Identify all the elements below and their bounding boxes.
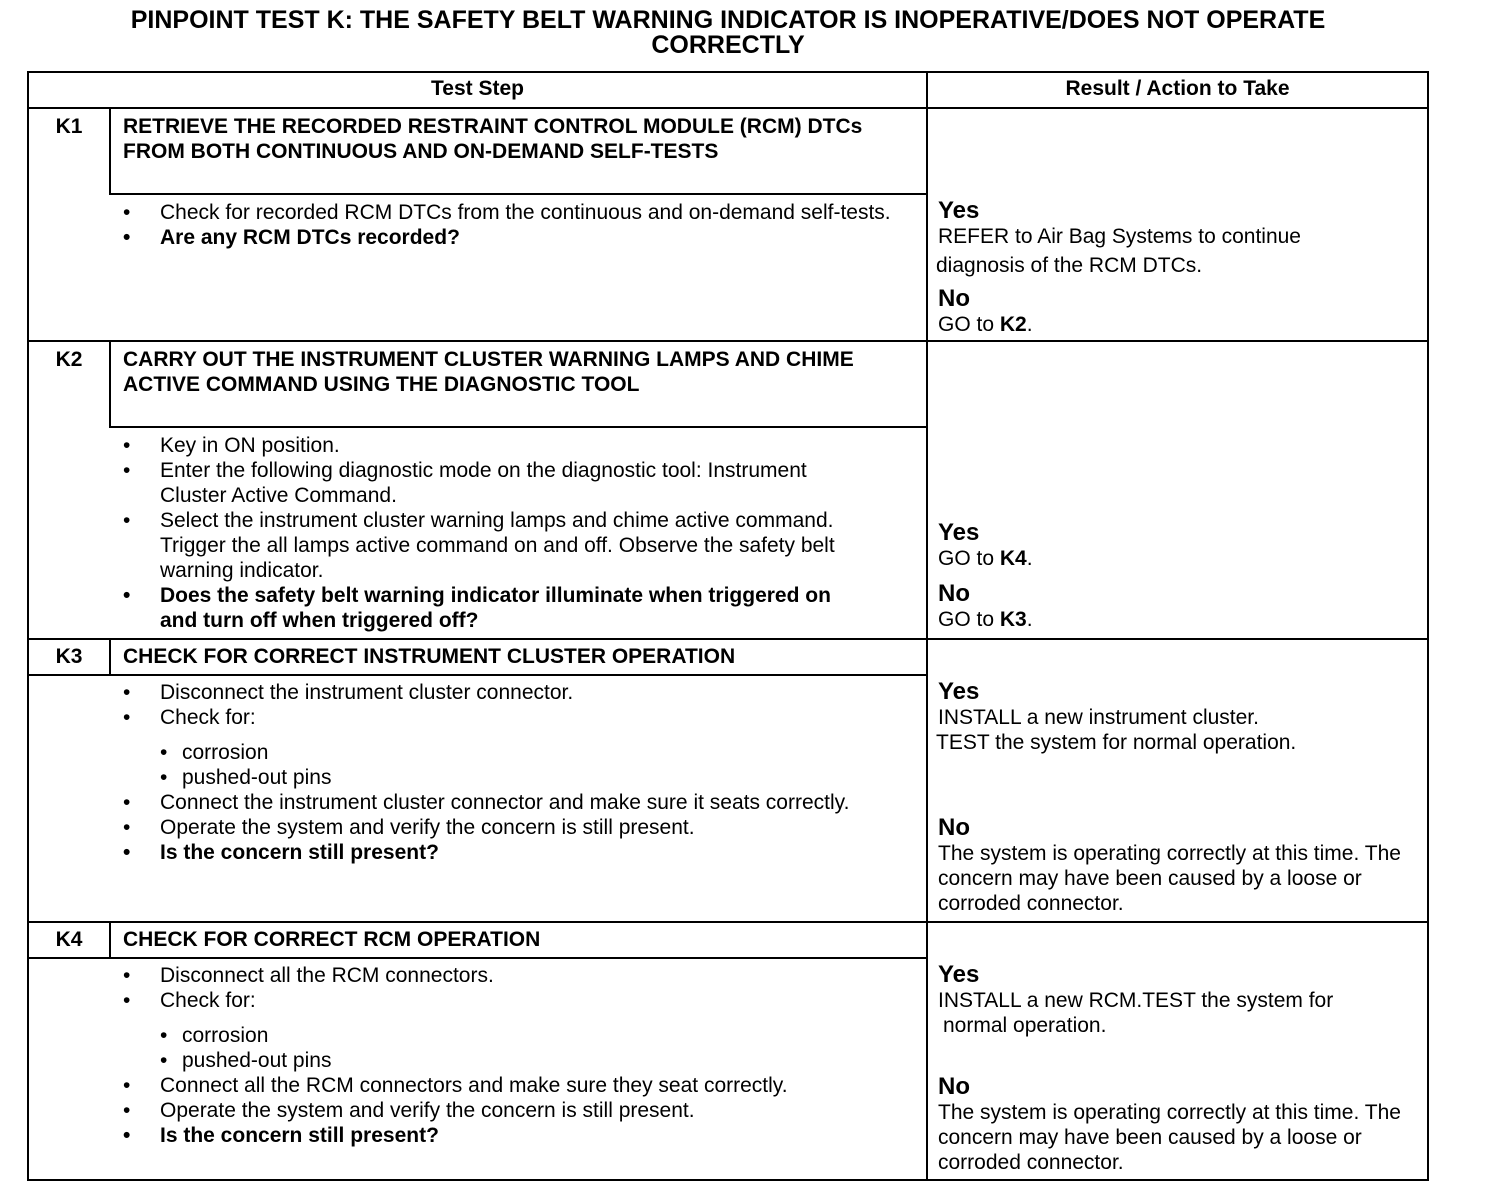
link-k3[interactable]: K3: [999, 608, 1027, 631]
step-k3-result: [938, 679, 1426, 916]
yes-label: Yes: [938, 519, 980, 546]
step-k1-question: • Are any RCM DTCs recorded?: [120, 225, 920, 250]
step-k4-result: [938, 962, 1426, 1175]
page-title: [28, 8, 1428, 58]
list-item: • pushed-out pins: [160, 1048, 920, 1073]
no-label: No: [938, 1073, 970, 1100]
step-id-k1: K1: [55, 115, 83, 138]
no-text: GO to K2.: [938, 313, 1033, 336]
list-item: • corrosion: [160, 1023, 920, 1048]
check-for-label: Check for:: [160, 989, 256, 1012]
no-text: The system is operating correctly at this time. The concern may have been caused by a loose or corroded connector.: [938, 1101, 1401, 1174]
list-item: [120, 705, 920, 790]
divider-results-column: [926, 71, 928, 1181]
step-k1-actions: [120, 200, 920, 250]
divider-k3-name: [27, 674, 927, 676]
list-item: • Check for recorded RCM DTCs from the continuous and on-demand self-tests.: [120, 200, 920, 225]
title-line-2: CORRECTLY: [651, 31, 805, 59]
yes-text-line-1: REFER to Air Bag Systems to continue: [938, 225, 1301, 248]
link-k2[interactable]: K2: [999, 313, 1027, 336]
check-for-list: [160, 740, 920, 790]
divider-k2-name: [109, 426, 927, 428]
step-k2-result: [938, 520, 1426, 632]
list-item: • Connect all the RCM connectors and make sure they seat correctly.: [120, 1073, 880, 1098]
list-item: • Operate the system and verify the concern is still present.: [120, 1098, 920, 1123]
list-item: • Connect the instrument cluster connector and make sure it seats correctly.: [120, 790, 930, 815]
no-label: No: [938, 580, 970, 607]
no-text: GO to K3.: [938, 608, 1033, 631]
link-k4[interactable]: K4: [999, 547, 1027, 570]
yes-text: GO to K4.: [938, 547, 1033, 570]
step-k2-question: • Does the safety belt warning indicator illuminate when triggered on and turn off when triggered off?: [120, 583, 860, 633]
divider-k1-name: [109, 193, 927, 195]
list-item: • corrosion: [160, 740, 920, 765]
divider-k2-k3: [27, 638, 1429, 640]
divider-header: [27, 107, 1429, 109]
step-id-k4: K4: [55, 928, 83, 951]
header-test-step: Test Step: [431, 77, 524, 100]
yes-label: Yes: [938, 678, 980, 705]
step-name-k1: RETRIEVE THE RECORDED RESTRAINT CONTROL MODULE (RCM) DTCs FROM BOTH CONTINUOUS AND ON-DEMAND SELF-TESTS: [123, 115, 863, 163]
yes-text-line-1: INSTALL a new RCM.TEST the system for: [938, 989, 1334, 1012]
check-for-list: [160, 1023, 920, 1073]
no-text: The system is operating correctly at this time. The concern may have been caused by a loose or corroded connector.: [938, 842, 1401, 915]
no-label: No: [938, 285, 970, 312]
divider-k1-k2: [27, 340, 1429, 342]
list-item: • Operate the system and verify the concern is still present.: [120, 815, 920, 840]
step-name-k4: CHECK FOR CORRECT RCM OPERATION: [123, 928, 541, 951]
divider-k4-name: [27, 957, 927, 959]
yes-text-line-2: diagnosis of the RCM DTCs.: [936, 254, 1203, 277]
title-line-1: PINPOINT TEST K: THE SAFETY BELT WARNING INDICATOR IS INOPERATIVE/DOES NOT OPERATE: [130, 6, 1326, 34]
yes-text-line-1: INSTALL a new instrument cluster.: [938, 706, 1259, 729]
step-k3-question: • Is the concern still present?: [120, 840, 920, 865]
step-k1-result: [938, 198, 1426, 337]
yes-text-line-2: normal operation.: [943, 1014, 1107, 1037]
list-item: [120, 988, 920, 1073]
no-label: No: [938, 814, 970, 841]
step-id-k3: K3: [55, 645, 83, 668]
step-name-k2: CARRY OUT THE INSTRUMENT CLUSTER WARNING LAMPS AND CHIME ACTIVE COMMAND USING THE DIAGNOSTIC TOOL: [123, 348, 854, 396]
step-k3-actions: [120, 680, 920, 865]
divider-k3-k4: [27, 921, 1429, 923]
yes-text-line-2: TEST the system for normal operation.: [936, 731, 1297, 754]
yes-label: Yes: [938, 961, 980, 988]
list-item: • Disconnect the instrument cluster connector.: [120, 680, 920, 705]
list-item: • Select the instrument cluster warning lamps and chime active command. Trigger the all lamps active command on and off. Observe the safety belt warning indicator.: [120, 508, 880, 583]
step-k4-actions: [120, 963, 920, 1148]
step-name-k3: CHECK FOR CORRECT INSTRUMENT CLUSTER OPERATION: [123, 645, 736, 668]
step-id-k2: K2: [55, 348, 83, 371]
list-item: • Enter the following diagnostic mode on the diagnostic tool: Instrument Cluster Active Command.: [120, 458, 840, 508]
step-k2-actions: [120, 433, 920, 633]
list-item: • Key in ON position.: [120, 433, 920, 458]
step-k4-question: • Is the concern still present?: [120, 1123, 920, 1148]
list-item: • Disconnect all the RCM connectors.: [120, 963, 920, 988]
check-for-label: Check for:: [160, 706, 256, 729]
yes-label: Yes: [938, 197, 980, 224]
list-item: • pushed-out pins: [160, 765, 920, 790]
header-result: Result / Action to Take: [1065, 77, 1290, 100]
